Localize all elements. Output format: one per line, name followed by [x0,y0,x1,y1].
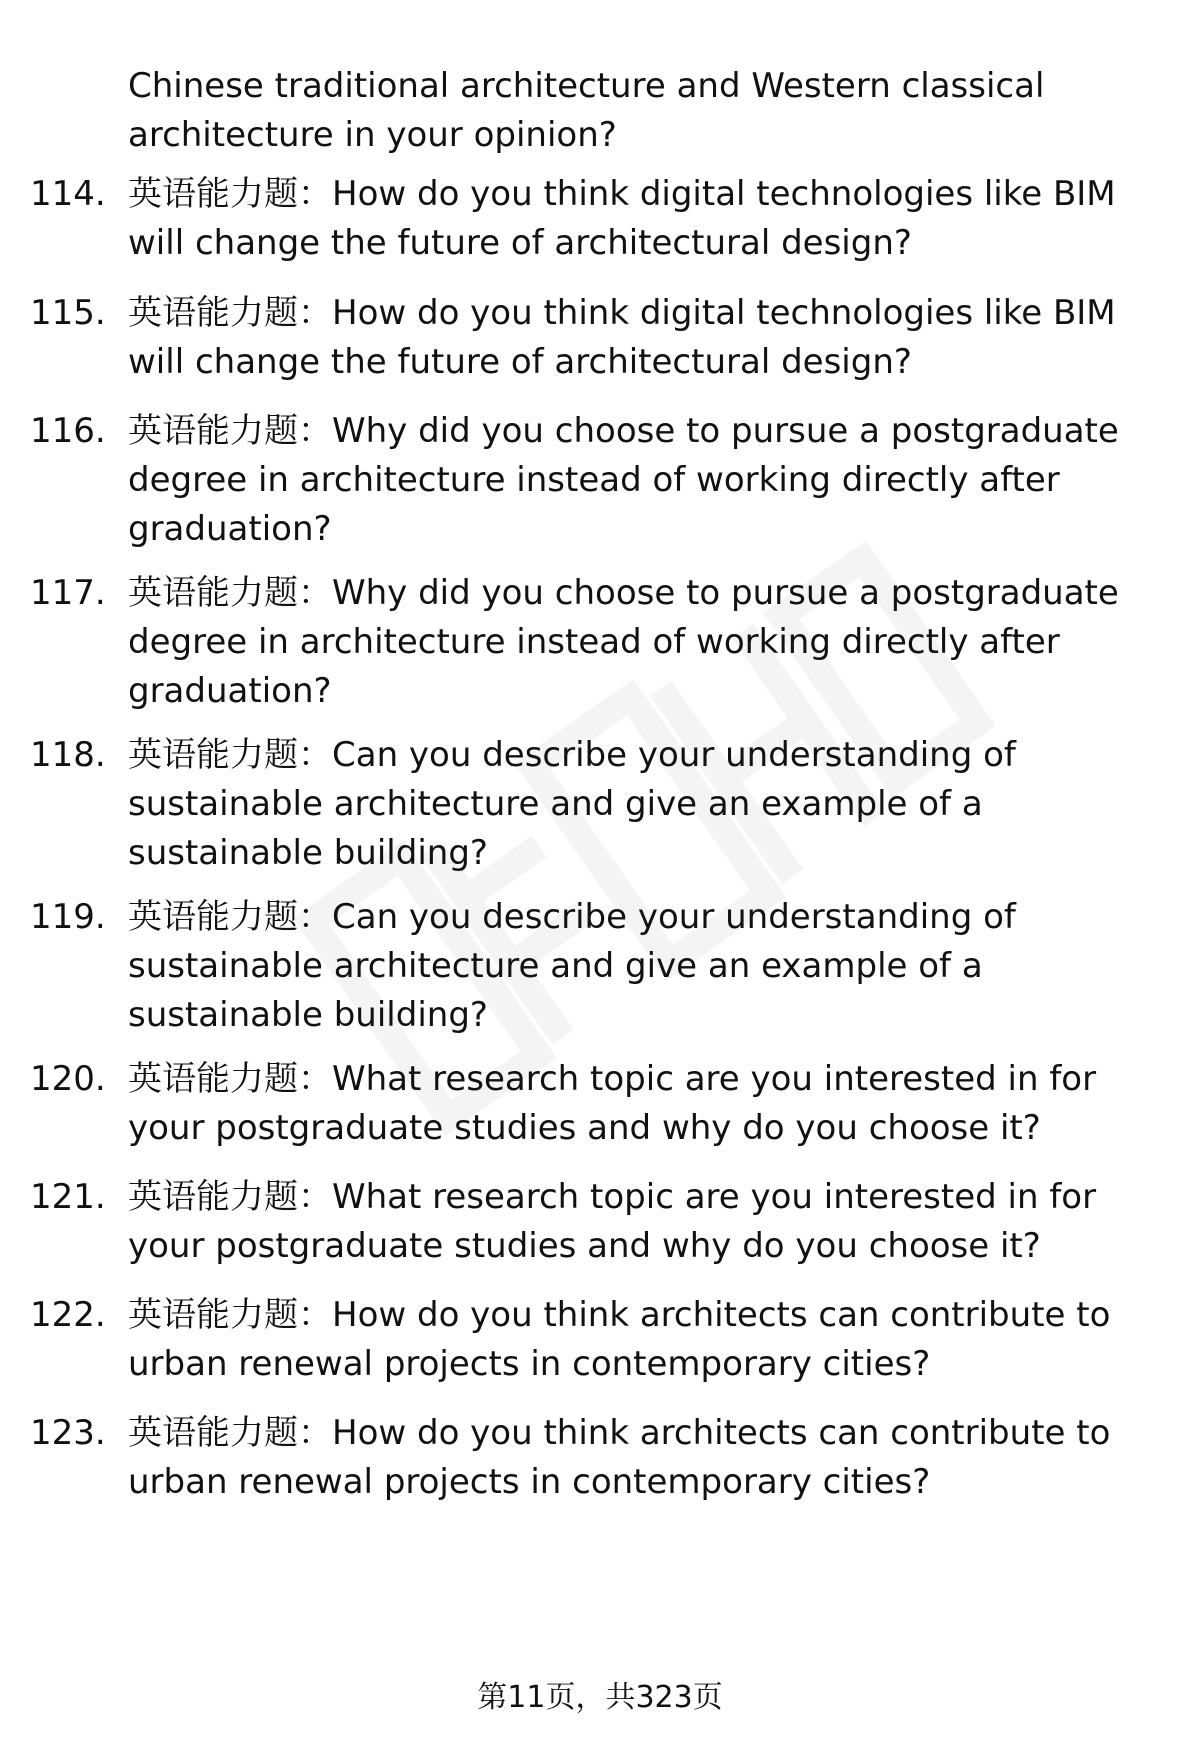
page-footer: 第11页，共323页 [477,1680,723,1715]
question-text: What research topic are you interested in for your postgraduate studies and why do you choose it? [128,1059,1097,1148]
question-number: 123. [30,1413,106,1453]
question-number: 117. [30,573,106,613]
question-item [30,1055,1170,1153]
question-tag: 英语能力题： [128,1295,332,1335]
question-text: How do you think architects can contribute to urban renewal projects in contemporary cities? [128,1413,1111,1502]
question-text: How do you think digital technologies like BIM will change the future of architectural design? [128,293,1116,382]
question-body [128,1173,1170,1271]
question-item [30,569,1170,716]
question-item [30,170,1170,268]
question-item [30,1291,1170,1389]
question-body [128,1409,1170,1507]
question-item [30,731,1170,878]
question-tag: 英语能力题： [128,1177,332,1217]
question-number: 118. [30,735,106,775]
question-item [30,1409,1170,1507]
question-text: How do you think architects can contribute to urban renewal projects in contemporary cities? [128,1295,1111,1384]
question-text: What research topic are you interested in for your postgraduate studies and why do you choose it? [128,1177,1097,1266]
question-number: 119. [30,897,106,937]
question-tag: 英语能力题： [128,1059,332,1099]
question-body [128,893,1170,1040]
question-tag: 英语能力题： [128,897,332,937]
question-tag: 英语能力题： [128,735,332,775]
question-item [30,289,1170,387]
question-tag: 英语能力题： [128,1413,332,1453]
question-body [128,569,1170,716]
question-text: Why did you choose to pursue a postgraduate degree in architecture instead of working directly after graduation? [128,573,1119,711]
question-body [128,407,1170,554]
continuation-text: Chinese traditional architecture and Western classical architecture in your opinion? [128,66,1045,155]
question-body [128,1055,1170,1153]
question-tag: 英语能力题： [128,573,332,613]
question-body [128,731,1170,878]
question-item [30,1173,1170,1271]
question-item [30,407,1170,554]
question-text: How do you think digital technologies like BIM will change the future of architectural design? [128,174,1116,263]
question-text: Can you describe your understanding of sustainable architecture and give an example of a sustainable building? [128,735,1016,873]
question-text: Why did you choose to pursue a postgraduate degree in architecture instead of working directly after graduation? [128,411,1119,549]
question-text: Can you describe your understanding of sustainable architecture and give an example of a sustainable building? [128,897,1016,1035]
question-tag: 英语能力题： [128,411,332,451]
question-number: 120. [30,1059,106,1099]
question-item [30,893,1170,1040]
question-number: 114. [30,174,106,214]
question-number: 122. [30,1295,106,1335]
question-number: 116. [30,411,106,451]
question-body [128,289,1170,387]
question-body [128,170,1170,268]
question-number: 115. [30,293,106,333]
question-number: 121. [30,1177,106,1217]
question-body [128,1291,1170,1389]
question-tag: 英语能力题： [128,293,332,333]
question-tag: 英语能力题： [128,174,332,214]
